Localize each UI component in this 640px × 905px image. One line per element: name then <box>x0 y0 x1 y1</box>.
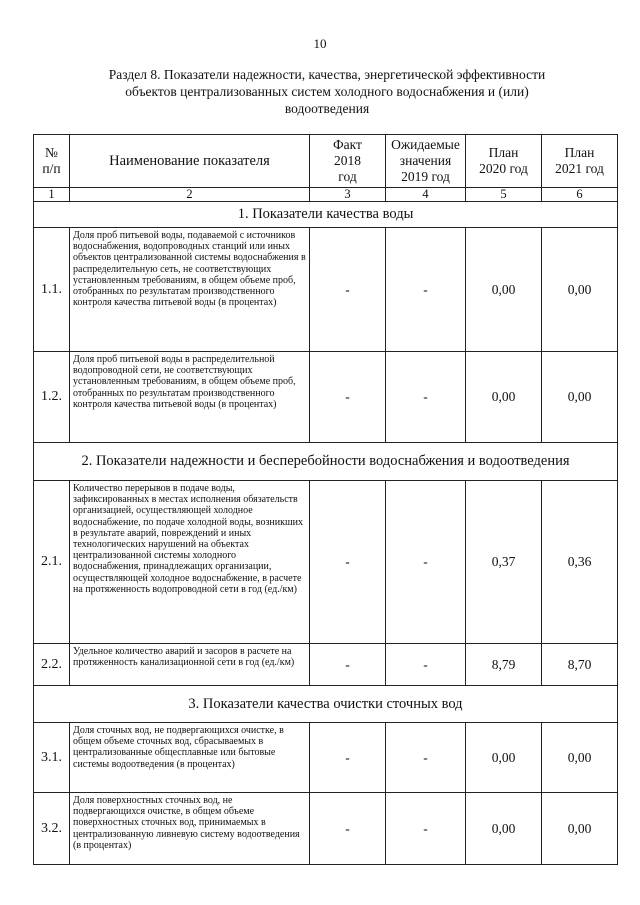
row-plan-2021: 0,00 <box>542 228 618 352</box>
indicators-table <box>33 134 618 865</box>
row-code: 1.1. <box>34 228 70 352</box>
row-code: 3.2. <box>34 793 70 865</box>
row-code: 3.1. <box>34 723 70 793</box>
heading-line-2: объектов централизованных систем холодного водоснабжения и (или) <box>125 84 529 99</box>
row-plan-2020: 0,37 <box>466 481 542 644</box>
row-expected-2019: - <box>386 481 466 644</box>
row-code: 2.1. <box>34 481 70 644</box>
heading-line-3: водоотведения <box>284 101 370 116</box>
header-plan2021-line-1: План <box>564 145 595 160</box>
row-plan-2021: 0,36 <box>542 481 618 644</box>
row-name: Доля сточных вод, не подвергающихся очистке, в общем объеме сточных вод, сбрасываемых в централизованные общесплавные или бытовые системы водоотведения (в процентах) <box>70 723 310 793</box>
section-title: 1. Показатели качества воды <box>34 202 618 228</box>
row-fact-2018: - <box>310 228 386 352</box>
header-fact-line-3: год <box>338 169 357 184</box>
section-heading <box>52 66 602 117</box>
header-expected-line-2: значения <box>399 153 452 168</box>
header-plan2021-line-2: 2021 год <box>555 161 604 176</box>
row-plan-2021: 0,00 <box>542 352 618 443</box>
row-code: 2.2. <box>34 644 70 686</box>
row-fact-2018: - <box>310 352 386 443</box>
row-name: Доля проб питьевой воды в распределительной водопроводной сети, не соответствующих установленным требованиям, в общем объеме проб, отобранных по результатам производственного контроля качества питьевой воды (в процентах) <box>70 352 310 443</box>
row-name: Количество перерывов в подаче воды, зафиксированных в местах исполнения обязательств организацией, осуществляющей холодное водоснабжение, по подаче холодной воды, возникших в результате аварий, повреждений и иных технологических нарушений на объектах централизованной системы холодного водоснабжения, принадлежащих организации, осуществляющей холодное водоснабжение, в расчете на протяженность водопроводной сети в год (ед./км) <box>70 481 310 644</box>
table-row <box>34 793 618 865</box>
row-fact-2018: - <box>310 644 386 686</box>
header-number <box>34 135 70 188</box>
column-number: 3 <box>310 188 386 202</box>
row-plan-2020: 0,00 <box>466 723 542 793</box>
row-expected-2019: - <box>386 352 466 443</box>
header-plan-2021 <box>542 135 618 188</box>
header-name: Наименование показателя <box>70 135 310 188</box>
row-code: 1.2. <box>34 352 70 443</box>
column-number: 5 <box>466 188 542 202</box>
table-row <box>34 644 618 686</box>
page-number: 10 <box>313 36 327 51</box>
row-plan-2020: 8,79 <box>466 644 542 686</box>
section-row <box>34 443 618 481</box>
header-row <box>34 135 618 188</box>
section-title: 2. Показатели надежности и бесперебойности водоснабжения и водоотведения <box>34 443 618 481</box>
header-plan2020-line-1: План <box>488 145 519 160</box>
table-row <box>34 481 618 644</box>
header-fact-line-2: 2018 <box>334 153 361 168</box>
header-number-line-1: № <box>45 145 58 160</box>
row-name: Доля проб питьевой воды, подаваемой с источников водоснабжения, водопроводных станций или иных объектов централизованной системы водоснабжения в распределительную сеть, не соответствующих установленным требованиям, в общем объеме проб, отобранных по результатам производственного контроля качества питьевой воды (в процентах) <box>70 228 310 352</box>
header-expected-line-3: 2019 год <box>401 169 450 184</box>
row-expected-2019: - <box>386 723 466 793</box>
section-row <box>34 686 618 723</box>
header-fact-line-1: Факт <box>333 137 362 152</box>
row-name: Удельное количество аварий и засоров в расчете на протяженность канализационной сети в год (ед./км) <box>70 644 310 686</box>
column-number: 6 <box>542 188 618 202</box>
table-row <box>34 352 618 443</box>
row-plan-2020: 0,00 <box>466 228 542 352</box>
row-plan-2021: 0,00 <box>542 723 618 793</box>
row-fact-2018: - <box>310 793 386 865</box>
row-fact-2018: - <box>310 723 386 793</box>
row-name: Доля поверхностных сточных вод, не подвергающихся очистке, в общем объеме поверхностных сточных вод, принимаемых в централизованную ливневую систему водоотведения (в процентах) <box>70 793 310 865</box>
row-plan-2020: 0,00 <box>466 352 542 443</box>
row-plan-2021: 0,00 <box>542 793 618 865</box>
header-fact-2018 <box>310 135 386 188</box>
row-expected-2019: - <box>386 228 466 352</box>
table-row <box>34 723 618 793</box>
section-title: 3. Показатели качества очистки сточных вод <box>34 686 618 723</box>
column-number: 2 <box>70 188 310 202</box>
header-expected-2019 <box>386 135 466 188</box>
section-row <box>34 202 618 228</box>
header-number-line-2: п/п <box>42 161 61 176</box>
heading-line-1: Раздел 8. Показатели надежности, качества, энергетической эффективности <box>108 67 546 82</box>
header-plan2020-line-2: 2020 год <box>479 161 528 176</box>
header-expected-line-1: Ожидаемые <box>391 137 460 152</box>
row-expected-2019: - <box>386 644 466 686</box>
column-number: 1 <box>34 188 70 202</box>
column-number: 4 <box>386 188 466 202</box>
header-plan-2020 <box>466 135 542 188</box>
row-plan-2021: 8,70 <box>542 644 618 686</box>
table-row <box>34 228 618 352</box>
column-number-row <box>34 188 618 202</box>
row-plan-2020: 0,00 <box>466 793 542 865</box>
row-fact-2018: - <box>310 481 386 644</box>
row-expected-2019: - <box>386 793 466 865</box>
